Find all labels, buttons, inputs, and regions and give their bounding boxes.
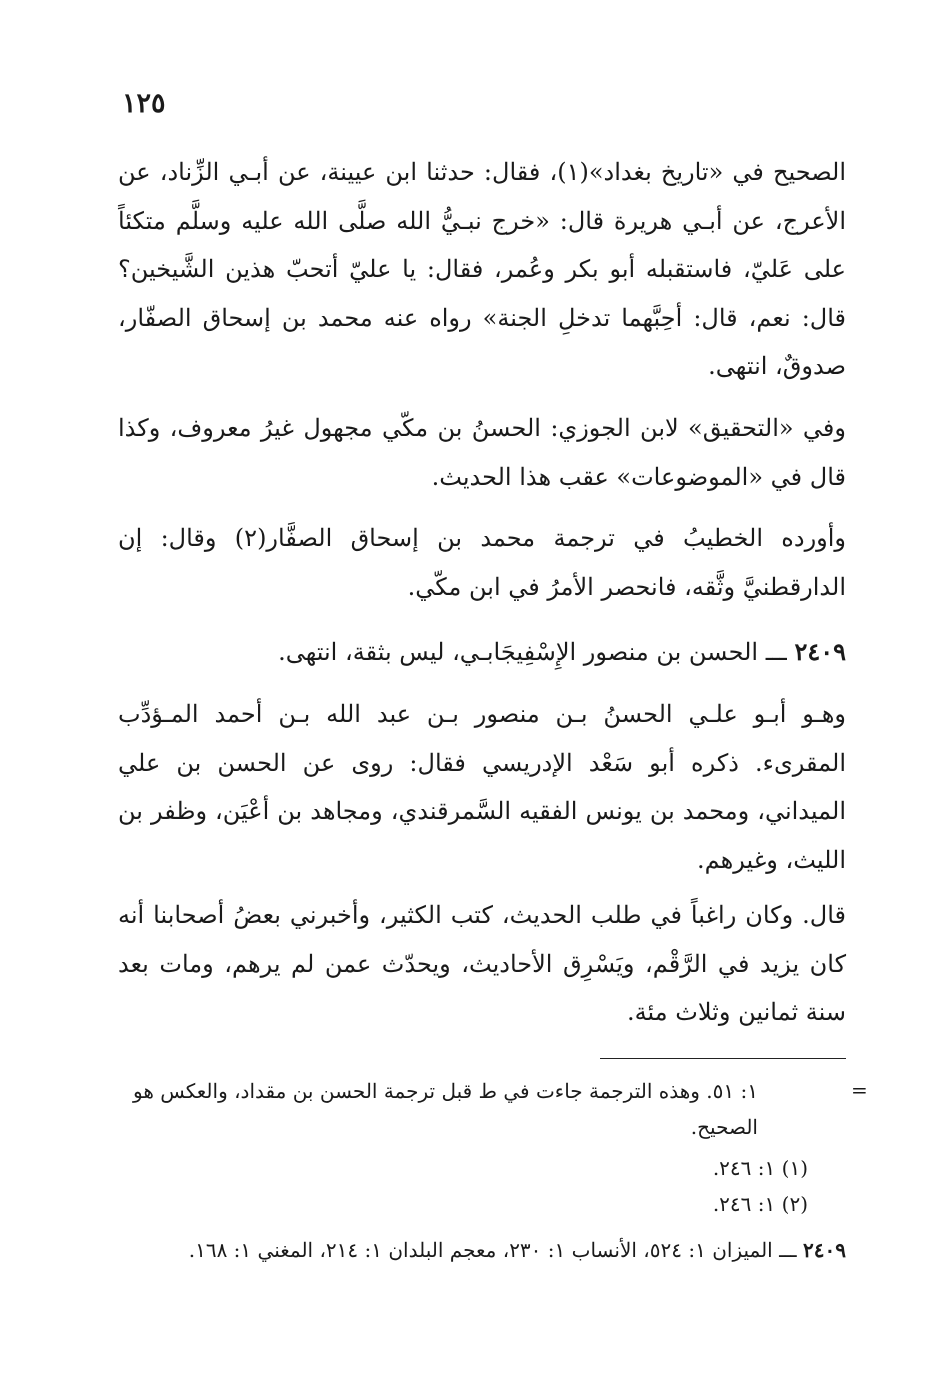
paragraph-2: وفي «التحقيق» لابن الجوزي: الحسنُ بن مكّي مجهول غيرُ معروف، وكذا قال في «الموضوعات» عقب هذا الحديث. — [118, 414, 846, 491]
biography-entry-heading — [118, 628, 846, 676]
entry-number: ٢٤٠٩ — [794, 637, 846, 666]
paragraph-3: وأورده الخطيبُ في ترجمة محمد بن إسحاق الصفَّار(٢) وقال: إن الدارقطنيَّ وثَّقه، فانحصر الأمرُ في ابن مكّي. — [118, 524, 847, 601]
paragraph-5: قال. وكان راغباً في طلب الحديث، كتب الكثير، وأخبرني بعضُ أصحابنا أنه كان يزيد في الرَّقْم، ويَسْرِق الأحاديث، ويحدّث عمن لم يرهم، ومات بعد سنة ثمانين وثلاث مئة. — [118, 901, 846, 1026]
paragraph-4: وهـو أبـو علـي الحسنُ بـن منصور بـن عبد الله بـن أحمد المـؤدِّب المقرىء. ذكره أبو سَعْد الإدريسي فقال: روى عن الحسن بن علي الميداني، ومحمد بن يونس الفقيه السَّمرقندي، ومجاهد بن أعْيَن، وظفر بن الليث، وغيرهم. — [118, 700, 846, 874]
footnote-entry-sources — [118, 1232, 846, 1268]
footnote-continuation-marker: = — [851, 1078, 868, 1102]
footnote-3: (٢) ١: ٢٤٦. — [712, 1192, 808, 1216]
entry-title: ـــ الحسن بن منصور الإِسْفِيجَابـي، ليس بثقة، انتهى. — [278, 638, 787, 666]
footnote-1: ١: ٥١. وهذه الترجمة جاءت في ط قبل ترجمة الحسن بن مقداد، والعكس هو الصحيح. — [133, 1079, 758, 1139]
footnote-entry-text: ـــ الميزان ١: ٥٢٤، الأنساب ١: ٢٣٠، معجم البلدان ١: ٢١٤، المغني ١: ١٦٨. — [188, 1238, 797, 1262]
page-number: ١٢٥ — [122, 88, 166, 119]
footnote-entry-number: ٢٤٠٩ — [803, 1238, 846, 1262]
footnote-divider — [600, 1058, 846, 1059]
footnote-2: (١) ١: ٢٤٦. — [712, 1156, 808, 1180]
paragraph-1: الصحيح في «تاريخ بغداد»(١)، فقال: حدثنا ابن عيينة، عن أبـي الزِّناد، عن الأعرج، عن أبـي هريرة قال: «خرج نبـيُّ الله صلَّى الله عليه وسلَّم متكئاً على عَليّ، فاستقبله أبو بكر وعُمر، فقال: يا عليّ أتحبّ هذين الشَّيخين؟ قال: نعم، قال: أحِبَّهما تدخلِ الجنة» رواه عنه محمد بن إسحاق الصفّار، صدوقٌ، انتهى. — [118, 158, 847, 380]
